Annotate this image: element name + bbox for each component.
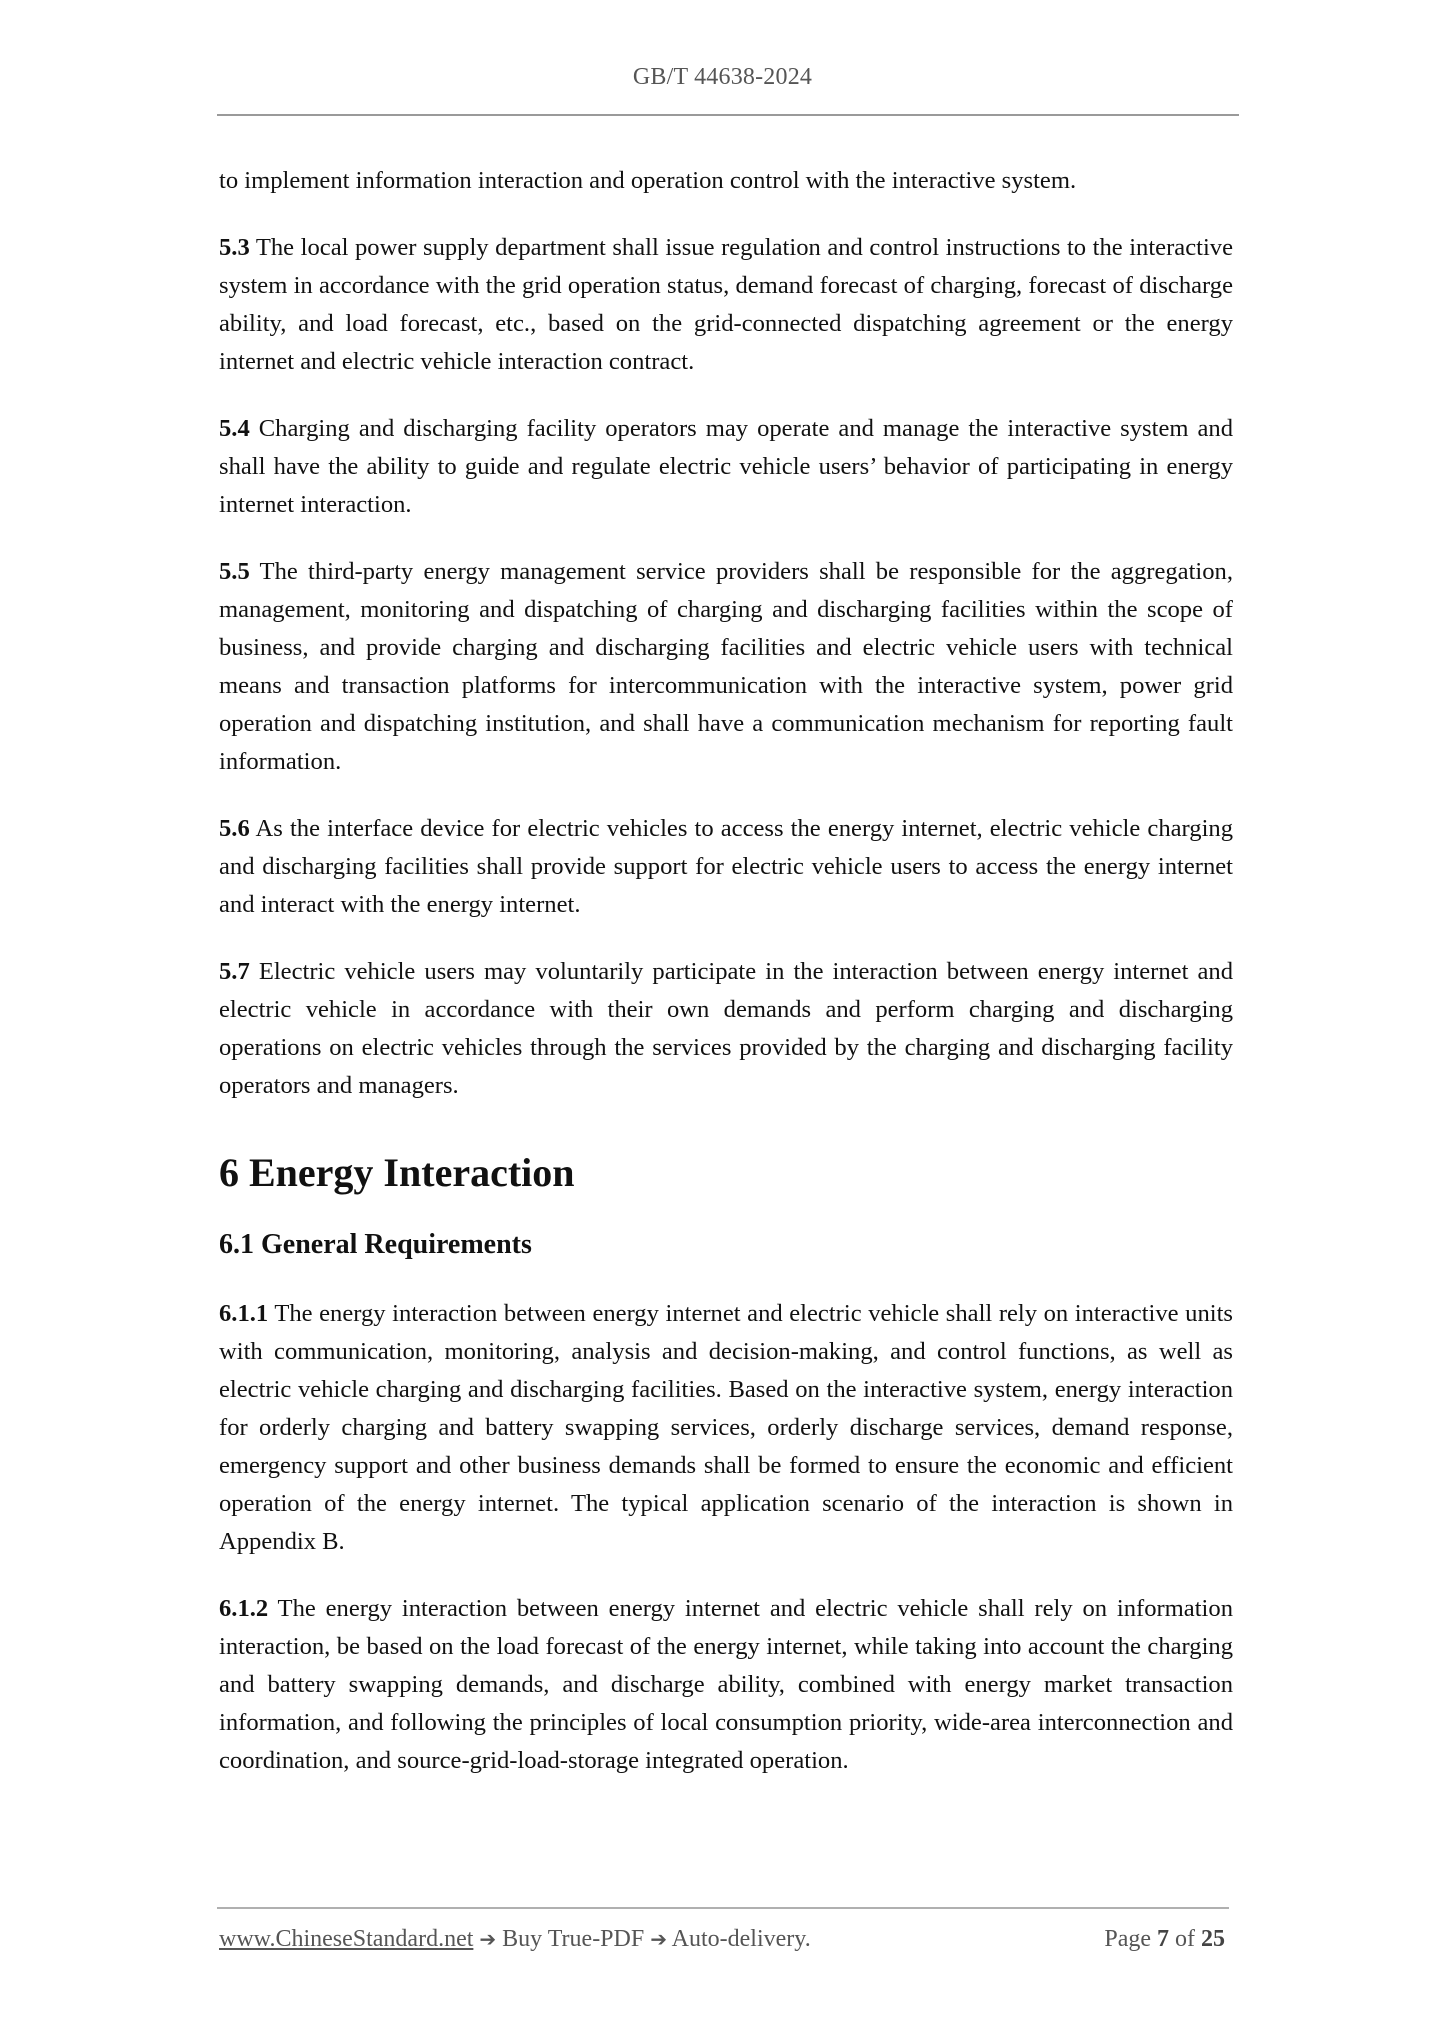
clause-text: The energy interaction between energy internet and electric vehicle shall rely on interactive units with communication, monitoring, analysis and decision-making, and control functions, as well as electric vehicle charging and discharging facilities. Based on the interactive system, energy interaction for orderly charging and battery swapping services, orderly discharge services, demand response, emergency support and other business demands shall be formed to ensure the economic and efficient operation of the energy internet. The typical application scenario of the interaction is shown in Appendix B. — [219, 1300, 1233, 1555]
page-current: 7 — [1157, 1926, 1169, 1952]
clause-text: The energy interaction between energy internet and electric vehicle shall rely on information interaction, be based on the load forecast of the energy internet, while taking into account the charging and battery swapping demands, and discharge ability, combined with energy market transaction information, and following the principles of local consumption priority, wide-area interconnection and coordination, and source-grid-load-storage integrated operation. — [219, 1595, 1233, 1774]
continuation-paragraph — [219, 162, 1233, 200]
header-divider — [217, 114, 1239, 116]
page-total: 25 — [1201, 1926, 1225, 1952]
clause-5-7 — [219, 953, 1233, 1105]
clause-text: The third-party energy management service providers shall be responsible for the aggregation, management, monitoring and dispatching of charging and discharging facilities within the scope of business, and provide charging and discharging facilities and electric vehicle users with technical means and transaction platforms for intercommunication with the interactive system, power grid operation and dispatching institution, and shall have a communication mechanism for reporting fault information. — [219, 558, 1233, 775]
arrow-right-icon: ➔ — [479, 1927, 497, 1951]
document-body — [219, 162, 1233, 1809]
page-label: Page — [1104, 1926, 1157, 1952]
page-of: of — [1169, 1926, 1201, 1952]
clause-5-3 — [219, 229, 1233, 381]
clause-6-1-2 — [219, 1590, 1233, 1780]
clause-5-6 — [219, 810, 1233, 924]
clause-text: Charging and discharging facility operators may operate and manage the interactive system and shall have the ability to guide and regulate electric vehicle users’ behavior of participating in energy internet interaction. — [219, 415, 1233, 518]
page-indicator — [1104, 1926, 1225, 1953]
delivery-text: Auto-delivery. — [666, 1926, 811, 1952]
arrow-right-icon: ➔ — [650, 1927, 667, 1951]
clause-text: Electric vehicle users may voluntarily participate in the interaction between energy internet and electric vehicle in accordance with their own demands and perform charging and discharging operations on electric vehicles through the services provided by the charging and discharging facility operators and managers. — [219, 958, 1233, 1099]
clause-text: As the interface device for electric vehicles to access the energy internet, electric vehicle charging and discharging facilities shall provide support for electric vehicle users to access the energy internet and interact with the energy internet. — [219, 815, 1233, 918]
page-footer — [219, 1926, 1229, 1960]
clause-number: 5.3 — [219, 234, 250, 261]
clause-number: 5.6 — [219, 815, 250, 842]
clause-text: The local power supply department shall issue regulation and control instructions to the interactive system in accordance with the grid operation status, demand forecast of charging, forecast of discharge ability, and load forecast, etc., based on the grid-connected dispatching agreement or the energy internet and electric vehicle interaction contract. — [219, 234, 1233, 375]
clause-5-4 — [219, 410, 1233, 524]
website-link[interactable]: www.ChineseStandard.net — [219, 1926, 474, 1952]
document-header-title: GB/T 44638-2024 — [632, 64, 813, 90]
buy-text: Buy True-PDF — [496, 1926, 651, 1952]
clause-number: 6.1.2 — [219, 1595, 269, 1622]
section-heading-6: 6 Energy Interaction — [219, 1150, 575, 1195]
clause-number: 6.1.1 — [219, 1300, 269, 1327]
footer-promo — [219, 1926, 811, 1953]
clause-number: 5.7 — [219, 958, 250, 985]
clause-number: 5.4 — [219, 415, 250, 442]
clause-6-1-1 — [219, 1295, 1233, 1561]
paragraph-text: to implement information interaction and operation control with the interactive system. — [219, 167, 1077, 194]
clause-5-5 — [219, 553, 1233, 781]
footer-divider — [217, 1907, 1229, 1909]
subsection-heading-6-1: 6.1 General Requirements — [219, 1229, 532, 1260]
clause-number: 5.5 — [219, 558, 250, 585]
